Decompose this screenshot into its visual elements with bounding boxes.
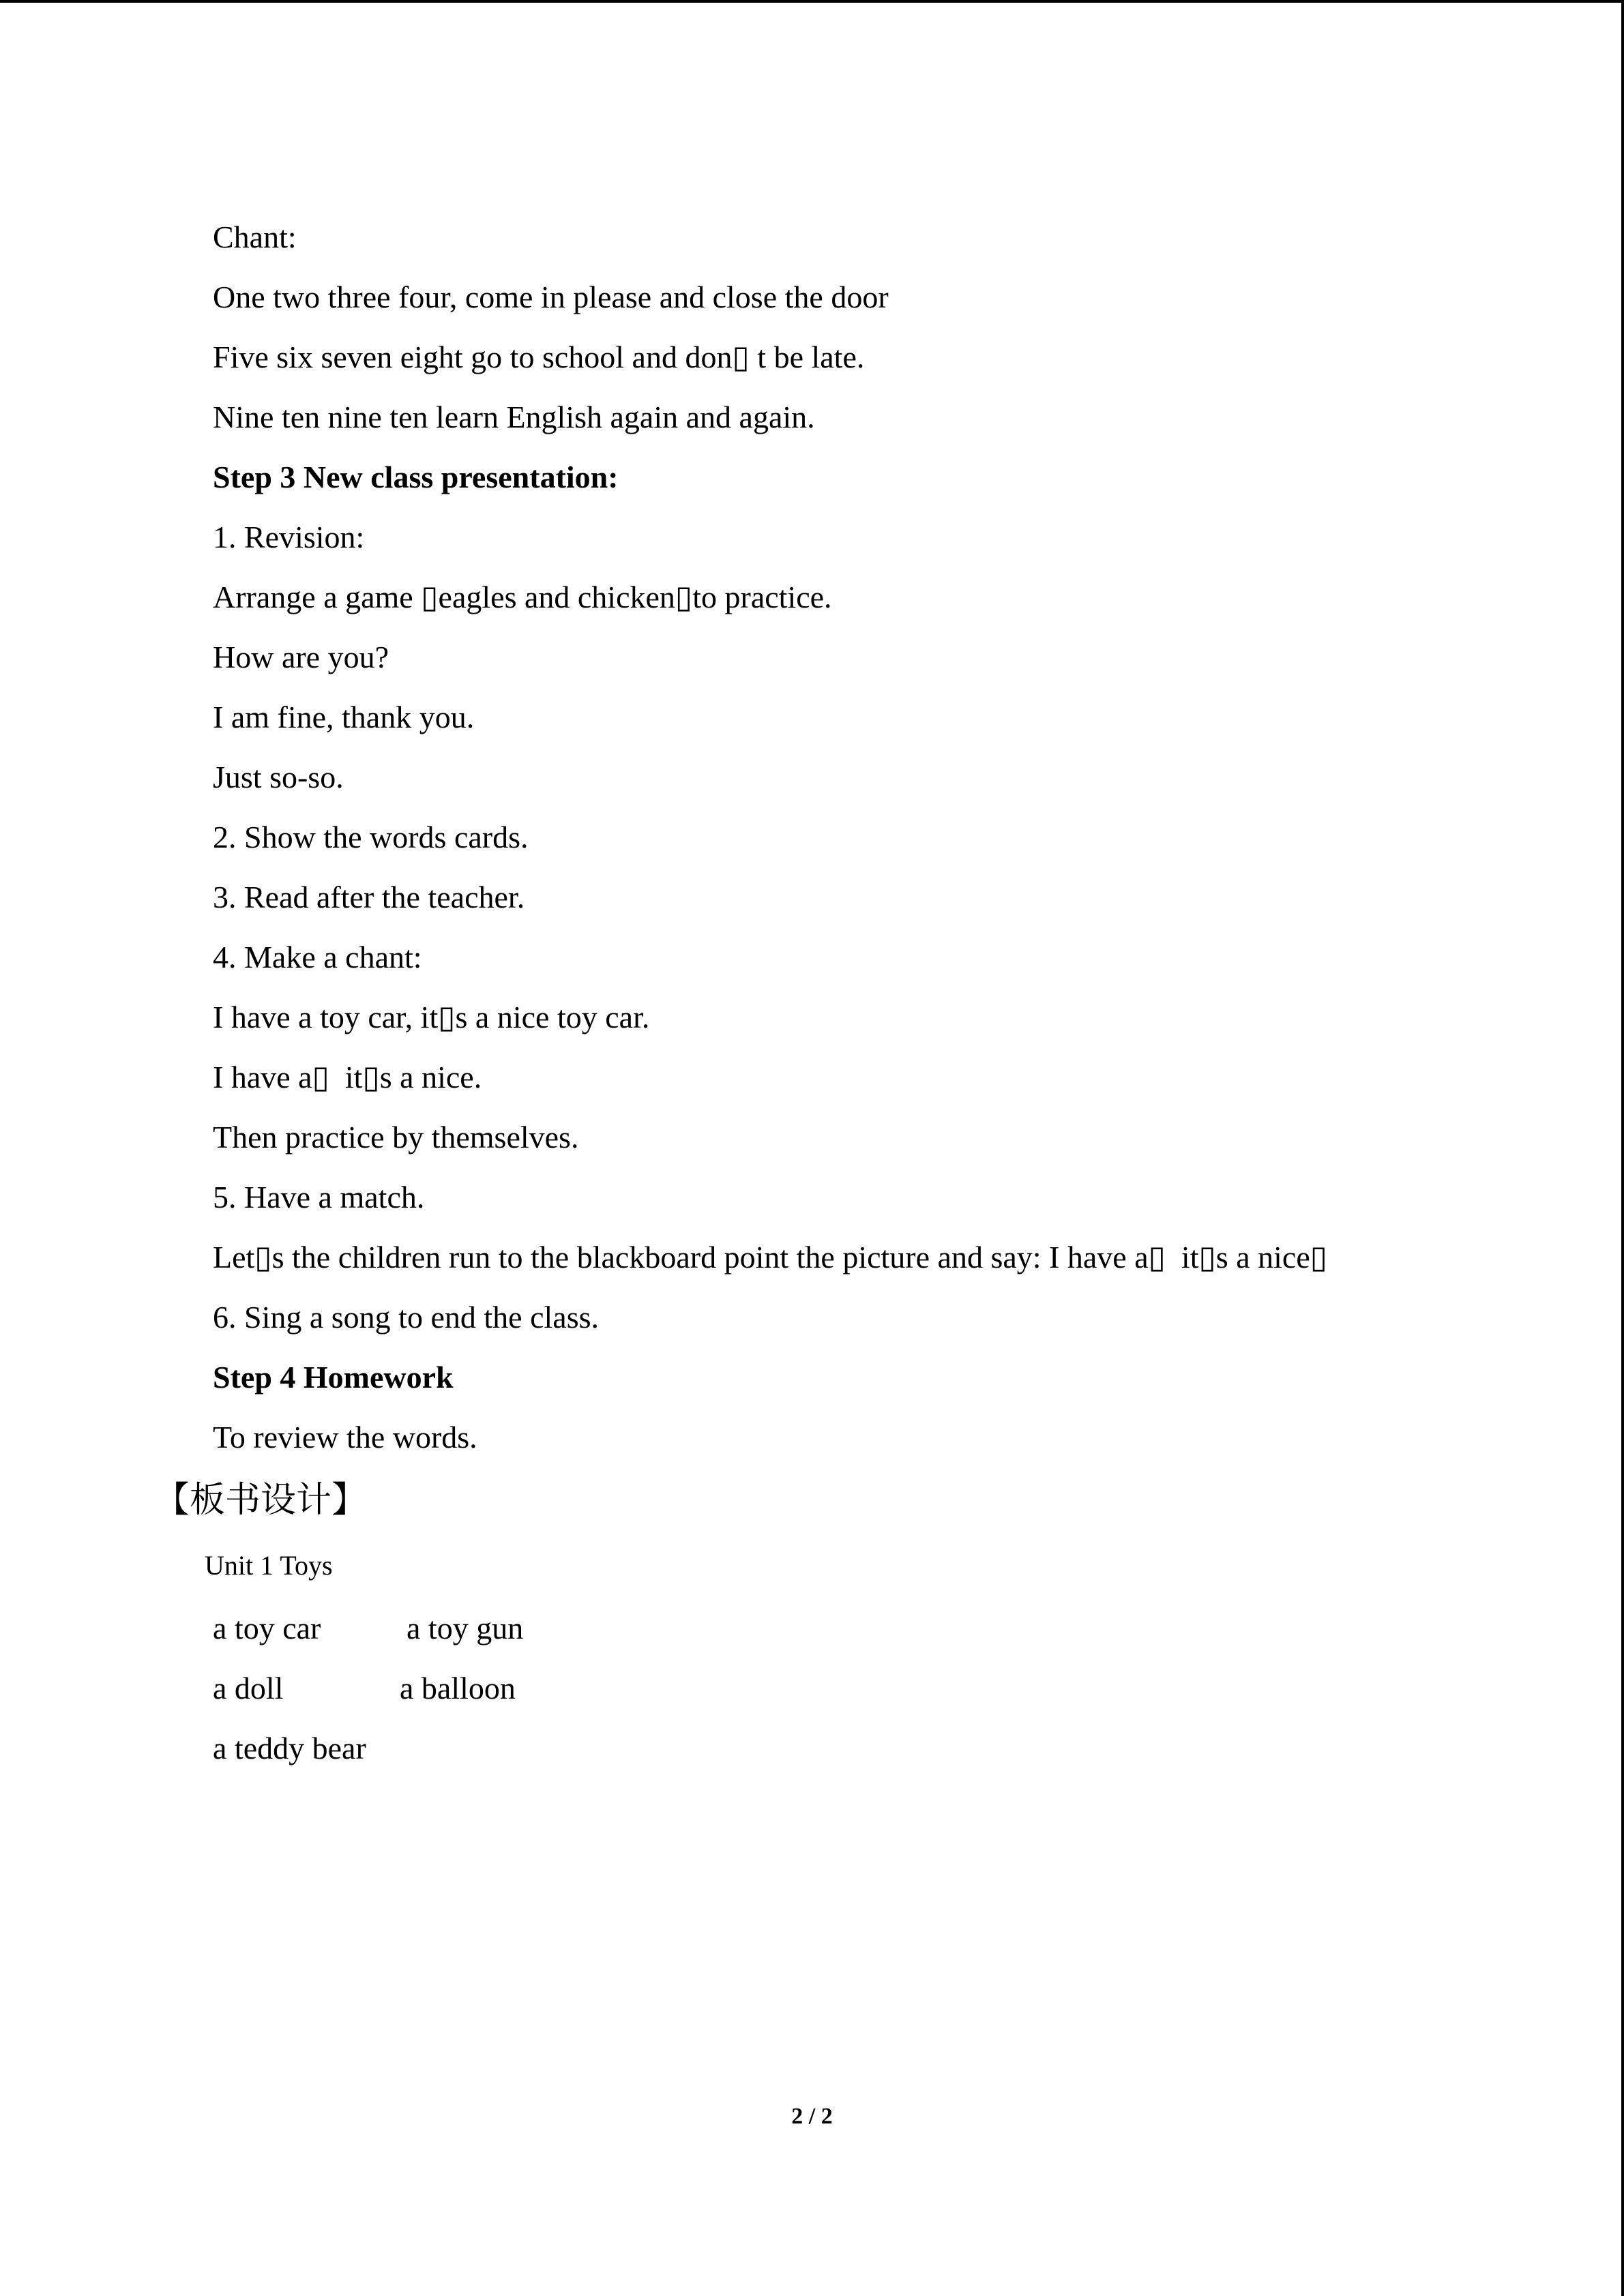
text-line: 4. Make a chant: xyxy=(213,940,422,974)
board-word: a toy gun xyxy=(407,1611,524,1645)
text-line: Chant: xyxy=(213,220,297,254)
text-line: Nine ten nine ten learn English again and again. xyxy=(213,400,815,434)
page-right-border xyxy=(1621,0,1624,2296)
board-word: a balloon xyxy=(400,1671,516,1705)
text-line: 2. Show the words cards. xyxy=(213,820,529,854)
text-line: 6. Sing a song to end the class. xyxy=(213,1300,599,1335)
text-line: Five six seven eight go to school and don▯ t be late. xyxy=(213,340,865,374)
step-heading: Step 4 Homework xyxy=(213,1360,454,1395)
board-word: a toy car xyxy=(213,1611,321,1645)
board-word: a teddy bear xyxy=(213,1731,366,1765)
board-design-heading: 【板书设计】 xyxy=(154,1480,368,1521)
text-line: One two three four, come in please and close the door xyxy=(213,280,889,314)
board-title: Unit 1 Toys xyxy=(205,1550,333,1581)
step-heading: Step 3 New class presentation: xyxy=(213,460,619,494)
page-number: 2 / 2 xyxy=(791,2104,833,2129)
text-line: Just so-so. xyxy=(213,760,344,794)
text-line: 5. Have a match. xyxy=(213,1180,425,1214)
text-line: I have a▯ it▯s a nice. xyxy=(213,1060,482,1094)
text-line: To review the words. xyxy=(213,1420,477,1455)
text-line: 1. Revision: xyxy=(213,520,365,554)
text-line: Then practice by themselves. xyxy=(213,1120,579,1154)
page-top-border xyxy=(0,0,1624,3)
text-line: I am fine, thank you. xyxy=(213,700,475,734)
text-line: Arrange a game ▯eagles and chicken▯to practice. xyxy=(213,580,832,614)
text-line: 3. Read after the teacher. xyxy=(213,880,525,914)
text-line: How are you? xyxy=(213,640,389,674)
board-word: a doll xyxy=(213,1671,284,1705)
text-line: I have a toy car, it▯s a nice toy car. xyxy=(213,1000,650,1034)
text-line: Let▯s the children run to the blackboard point the picture and say: I have a▯ it▯s a nice▯ xyxy=(213,1240,1328,1274)
